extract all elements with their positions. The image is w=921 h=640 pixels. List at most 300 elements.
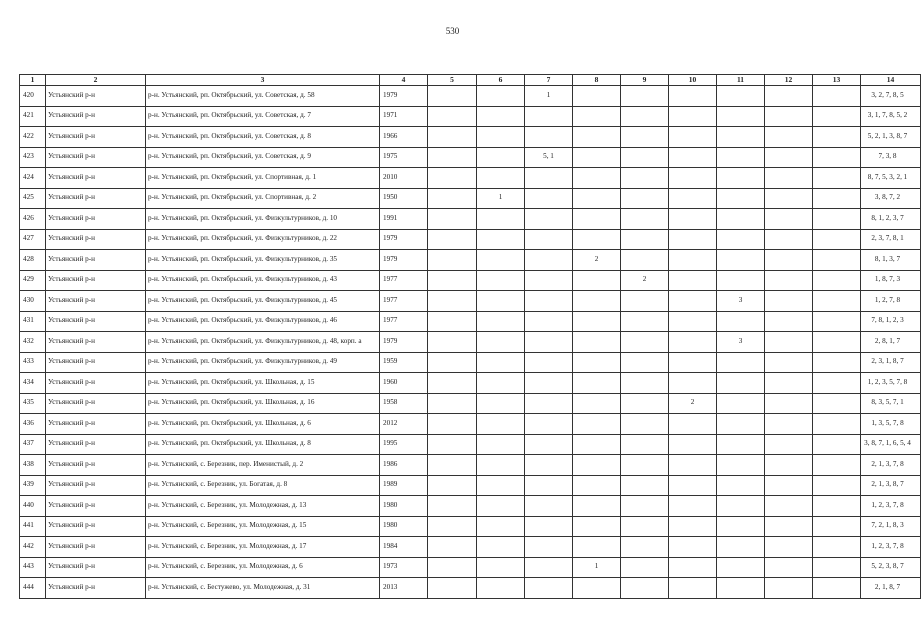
column-header-8: 8 [573,75,621,86]
table-row [20,188,921,209]
cell-col-3: р-н. Устьянский, рп. Октябрьский, ул. Физкультурников, д. 48, корп. а [146,332,380,353]
cell-col-5 [428,516,477,537]
cell-col-7 [525,291,573,312]
cell-col-3: р-н. Устьянский, рп. Октябрьский, ул. Спортивная, д. 2 [146,188,380,209]
cell-col-12 [765,393,813,414]
cell-col-3: р-н. Устьянский, рп. Октябрьский, ул. Физкультурников, д. 45 [146,291,380,312]
cell-col-8 [573,188,621,209]
cell-col-12 [765,291,813,312]
cell-col-14: 8, 1, 2, 3, 7 [861,209,921,230]
cell-col-1: 443 [20,557,46,578]
cell-col-9 [621,578,669,599]
cell-col-12 [765,557,813,578]
cell-col-11 [717,475,765,496]
cell-col-7 [525,332,573,353]
cell-col-3: р-н. Устьянский, рп. Октябрьский, ул. Физкультурников, д. 49 [146,352,380,373]
cell-col-6 [477,106,525,127]
cell-col-13 [813,147,861,168]
cell-col-1: 435 [20,393,46,414]
cell-col-10 [669,578,717,599]
cell-col-3: р-н. Устьянский, рп. Октябрьский, ул. Спортивная, д. 1 [146,168,380,189]
cell-col-6 [477,393,525,414]
cell-col-4: 1989 [380,475,428,496]
cell-col-8 [573,291,621,312]
cell-col-11 [717,537,765,558]
cell-col-14: 5, 2, 3, 8, 7 [861,557,921,578]
cell-col-14: 7, 8, 1, 2, 3 [861,311,921,332]
cell-col-2: Устьянский р-н [46,127,146,148]
cell-col-11 [717,250,765,271]
cell-col-10 [669,557,717,578]
cell-col-9 [621,229,669,250]
column-header-4: 4 [380,75,428,86]
cell-col-12 [765,414,813,435]
cell-col-7 [525,106,573,127]
header-row [20,75,921,86]
cell-col-5 [428,127,477,148]
cell-col-8 [573,270,621,291]
table-row [20,106,921,127]
cell-col-13 [813,311,861,332]
cell-col-11: 3 [717,291,765,312]
cell-col-4: 1977 [380,291,428,312]
table-row [20,578,921,599]
cell-col-5 [428,414,477,435]
cell-col-8: 1 [573,557,621,578]
cell-col-8: 2 [573,250,621,271]
cell-col-8 [573,393,621,414]
cell-col-7 [525,311,573,332]
cell-col-3: р-н. Устьянский, с. Бестужево, ул. Молодежная, д. 31 [146,578,380,599]
data-table [19,74,921,599]
table-header [20,75,921,86]
cell-col-2: Устьянский р-н [46,475,146,496]
cell-col-1: 436 [20,414,46,435]
cell-col-10 [669,475,717,496]
cell-col-14: 1, 3, 5, 7, 8 [861,414,921,435]
cell-col-10 [669,270,717,291]
cell-col-13 [813,209,861,230]
column-header-11: 11 [717,75,765,86]
cell-col-12 [765,578,813,599]
cell-col-14: 1, 2, 3, 7, 8 [861,496,921,517]
cell-col-8 [573,127,621,148]
cell-col-2: Устьянский р-н [46,229,146,250]
cell-col-11 [717,188,765,209]
cell-col-9 [621,332,669,353]
table-row [20,291,921,312]
cell-col-14: 1, 2, 3, 7, 8 [861,537,921,558]
cell-col-1: 441 [20,516,46,537]
table-row [20,475,921,496]
cell-col-6 [477,229,525,250]
cell-col-2: Устьянский р-н [46,311,146,332]
cell-col-3: р-н. Устьянский, рп. Октябрьский, ул. Физкультурников, д. 35 [146,250,380,271]
column-header-1: 1 [20,75,46,86]
cell-col-1: 442 [20,537,46,558]
cell-col-1: 440 [20,496,46,517]
cell-col-8 [573,455,621,476]
cell-col-11 [717,434,765,455]
cell-col-4: 1959 [380,352,428,373]
cell-col-7 [525,229,573,250]
cell-col-9 [621,250,669,271]
cell-col-12 [765,516,813,537]
cell-col-12 [765,106,813,127]
cell-col-4: 1977 [380,311,428,332]
table-row [20,168,921,189]
cell-col-7: 5, 1 [525,147,573,168]
cell-col-2: Устьянский р-н [46,168,146,189]
cell-col-4: 2010 [380,168,428,189]
cell-col-6 [477,168,525,189]
table-row [20,229,921,250]
table-row [20,496,921,517]
cell-col-7 [525,393,573,414]
cell-col-9 [621,475,669,496]
cell-col-13 [813,393,861,414]
cell-col-5 [428,352,477,373]
cell-col-13 [813,86,861,107]
cell-col-14: 3, 2, 7, 8, 5 [861,86,921,107]
cell-col-5 [428,106,477,127]
cell-col-10 [669,209,717,230]
cell-col-9 [621,291,669,312]
table-row [20,557,921,578]
cell-col-14: 3, 8, 7, 1, 6, 5, 4 [861,434,921,455]
cell-col-10 [669,127,717,148]
cell-col-10 [669,168,717,189]
cell-col-5 [428,209,477,230]
cell-col-8 [573,537,621,558]
cell-col-1: 437 [20,434,46,455]
cell-col-6 [477,270,525,291]
cell-col-11 [717,270,765,291]
table-row [20,455,921,476]
cell-col-14: 7, 2, 1, 8, 3 [861,516,921,537]
cell-col-7: 1 [525,86,573,107]
cell-col-9 [621,393,669,414]
cell-col-4: 1979 [380,332,428,353]
cell-col-5 [428,147,477,168]
cell-col-9 [621,168,669,189]
cell-col-4: 1995 [380,434,428,455]
cell-col-7 [525,537,573,558]
cell-col-3: р-н. Устьянский, с. Березник, ул. Молодежная, д. 6 [146,557,380,578]
cell-col-2: Устьянский р-н [46,86,146,107]
cell-col-11 [717,352,765,373]
cell-col-5 [428,455,477,476]
cell-col-6: 1 [477,188,525,209]
cell-col-12 [765,537,813,558]
cell-col-8 [573,86,621,107]
cell-col-14: 8, 1, 3, 7 [861,250,921,271]
cell-col-12 [765,332,813,353]
cell-col-5 [428,537,477,558]
cell-col-11 [717,414,765,435]
cell-col-12 [765,434,813,455]
cell-col-12 [765,188,813,209]
cell-col-4: 1991 [380,209,428,230]
cell-col-6 [477,557,525,578]
cell-col-13 [813,291,861,312]
cell-col-13 [813,352,861,373]
cell-col-14: 2, 3, 1, 8, 7 [861,352,921,373]
table-row [20,311,921,332]
table-row [20,250,921,271]
cell-col-12 [765,455,813,476]
cell-col-12 [765,311,813,332]
column-header-3: 3 [146,75,380,86]
cell-col-6 [477,578,525,599]
cell-col-6 [477,516,525,537]
cell-col-10 [669,229,717,250]
cell-col-3: р-н. Устьянский, рп. Октябрьский, ул. Советская, д. 8 [146,127,380,148]
cell-col-10 [669,106,717,127]
cell-col-6 [477,291,525,312]
cell-col-2: Устьянский р-н [46,352,146,373]
cell-col-1: 433 [20,352,46,373]
cell-col-9 [621,434,669,455]
cell-col-11 [717,393,765,414]
cell-col-5 [428,393,477,414]
cell-col-10 [669,414,717,435]
cell-col-3: р-н. Устьянский, с. Березник, ул. Молодежная, д. 17 [146,537,380,558]
cell-col-13 [813,455,861,476]
cell-col-3: р-н. Устьянский, рп. Октябрьский, ул. Советская, д. 58 [146,86,380,107]
cell-col-12 [765,127,813,148]
table-row [20,516,921,537]
cell-col-11 [717,106,765,127]
cell-col-12 [765,229,813,250]
table-row [20,373,921,394]
cell-col-13 [813,414,861,435]
cell-col-14: 2, 1, 3, 8, 7 [861,475,921,496]
cell-col-3: р-н. Устьянский, рп. Октябрьский, ул. Советская, д. 9 [146,147,380,168]
cell-col-11 [717,147,765,168]
cell-col-4: 1984 [380,537,428,558]
cell-col-13 [813,537,861,558]
cell-col-7 [525,516,573,537]
cell-col-8 [573,332,621,353]
table-row [20,414,921,435]
cell-col-8 [573,414,621,435]
cell-col-7 [525,475,573,496]
table-row [20,270,921,291]
cell-col-2: Устьянский р-н [46,496,146,517]
cell-col-11 [717,229,765,250]
cell-col-1: 438 [20,455,46,476]
cell-col-11 [717,578,765,599]
cell-col-2: Устьянский р-н [46,434,146,455]
cell-col-1: 420 [20,86,46,107]
cell-col-6 [477,352,525,373]
cell-col-1: 423 [20,147,46,168]
cell-col-8 [573,229,621,250]
cell-col-4: 2012 [380,414,428,435]
cell-col-6 [477,475,525,496]
cell-col-4: 1977 [380,270,428,291]
cell-col-13 [813,127,861,148]
cell-col-10 [669,352,717,373]
cell-col-2: Устьянский р-н [46,516,146,537]
cell-col-5 [428,250,477,271]
cell-col-9 [621,106,669,127]
cell-col-11 [717,311,765,332]
cell-col-14: 3, 8, 7, 2 [861,188,921,209]
cell-col-9 [621,414,669,435]
cell-col-14: 2, 8, 1, 7 [861,332,921,353]
cell-col-12 [765,86,813,107]
cell-col-10 [669,188,717,209]
cell-col-8 [573,106,621,127]
cell-col-6 [477,537,525,558]
cell-col-6 [477,373,525,394]
table-row [20,147,921,168]
cell-col-12 [765,147,813,168]
cell-col-13 [813,168,861,189]
cell-col-8 [573,373,621,394]
cell-col-3: р-н. Устьянский, рп. Октябрьский, ул. Школьная, д. 16 [146,393,380,414]
cell-col-13 [813,250,861,271]
cell-col-11 [717,86,765,107]
cell-col-6 [477,414,525,435]
cell-col-8 [573,516,621,537]
cell-col-14: 2, 1, 3, 7, 8 [861,455,921,476]
cell-col-13 [813,373,861,394]
cell-col-12 [765,270,813,291]
cell-col-9 [621,352,669,373]
table-row [20,393,921,414]
cell-col-6 [477,209,525,230]
cell-col-2: Устьянский р-н [46,147,146,168]
cell-col-2: Устьянский р-н [46,332,146,353]
cell-col-5 [428,86,477,107]
cell-col-1: 431 [20,311,46,332]
cell-col-5 [428,311,477,332]
column-header-7: 7 [525,75,573,86]
cell-col-7 [525,496,573,517]
cell-col-14: 8, 3, 5, 7, 1 [861,393,921,414]
column-header-2: 2 [46,75,146,86]
cell-col-6 [477,127,525,148]
cell-col-9 [621,557,669,578]
cell-col-5 [428,188,477,209]
cell-col-2: Устьянский р-н [46,106,146,127]
cell-col-3: р-н. Устьянский, рп. Октябрьский, ул. Физкультурников, д. 10 [146,209,380,230]
cell-col-7 [525,373,573,394]
cell-col-10 [669,516,717,537]
cell-col-2: Устьянский р-н [46,414,146,435]
column-header-5: 5 [428,75,477,86]
cell-col-6 [477,434,525,455]
cell-col-7 [525,578,573,599]
cell-col-3: р-н. Устьянский, с. Березник, пер. Именистый, д. 2 [146,455,380,476]
cell-col-9 [621,188,669,209]
cell-col-9 [621,516,669,537]
cell-col-3: р-н. Устьянский, рп. Октябрьский, ул. Физкультурников, д. 46 [146,311,380,332]
cell-col-13 [813,332,861,353]
cell-col-9: 2 [621,270,669,291]
cell-col-6 [477,332,525,353]
cell-col-8 [573,578,621,599]
cell-col-14: 8, 7, 5, 3, 2, 1 [861,168,921,189]
table-row [20,352,921,373]
cell-col-14: 1, 2, 3, 5, 7, 8 [861,373,921,394]
cell-col-5 [428,475,477,496]
cell-col-4: 2013 [380,578,428,599]
cell-col-8 [573,475,621,496]
cell-col-8 [573,147,621,168]
cell-col-12 [765,496,813,517]
cell-col-2: Устьянский р-н [46,373,146,394]
cell-col-9 [621,537,669,558]
cell-col-1: 424 [20,168,46,189]
table-row [20,434,921,455]
cell-col-11 [717,496,765,517]
cell-col-8 [573,352,621,373]
cell-col-2: Устьянский р-н [46,455,146,476]
cell-col-11 [717,209,765,230]
table-row [20,209,921,230]
cell-col-14: 1, 2, 7, 8 [861,291,921,312]
column-header-6: 6 [477,75,525,86]
cell-col-6 [477,455,525,476]
cell-col-7 [525,455,573,476]
cell-col-4: 1950 [380,188,428,209]
cell-col-1: 432 [20,332,46,353]
cell-col-4: 1966 [380,127,428,148]
cell-col-12 [765,250,813,271]
cell-col-14: 5, 2, 1, 3, 8, 7 [861,127,921,148]
cell-col-4: 1980 [380,496,428,517]
cell-col-13 [813,557,861,578]
cell-col-3: р-н. Устьянский, рп. Октябрьский, ул. Физкультурников, д. 43 [146,270,380,291]
cell-col-8 [573,168,621,189]
cell-col-10 [669,147,717,168]
column-header-14: 14 [861,75,921,86]
cell-col-13 [813,496,861,517]
cell-col-1: 422 [20,127,46,148]
cell-col-10 [669,86,717,107]
cell-col-1: 434 [20,373,46,394]
cell-col-7 [525,352,573,373]
cell-col-3: р-н. Устьянский, с. Березник, ул. Богатая, д. 8 [146,475,380,496]
cell-col-14: 2, 3, 7, 8, 1 [861,229,921,250]
cell-col-8 [573,496,621,517]
cell-col-10 [669,373,717,394]
cell-col-12 [765,209,813,230]
cell-col-9 [621,455,669,476]
cell-col-4: 1975 [380,147,428,168]
cell-col-4: 1979 [380,229,428,250]
column-header-10: 10 [669,75,717,86]
cell-col-2: Устьянский р-н [46,270,146,291]
column-header-12: 12 [765,75,813,86]
cell-col-2: Устьянский р-н [46,209,146,230]
cell-col-9 [621,86,669,107]
cell-col-8 [573,209,621,230]
cell-col-2: Устьянский р-н [46,250,146,271]
cell-col-5 [428,373,477,394]
cell-col-5 [428,168,477,189]
cell-col-5 [428,557,477,578]
cell-col-10 [669,434,717,455]
page-number: 530 [445,26,460,36]
cell-col-9 [621,209,669,230]
cell-col-11 [717,127,765,148]
cell-col-13 [813,578,861,599]
